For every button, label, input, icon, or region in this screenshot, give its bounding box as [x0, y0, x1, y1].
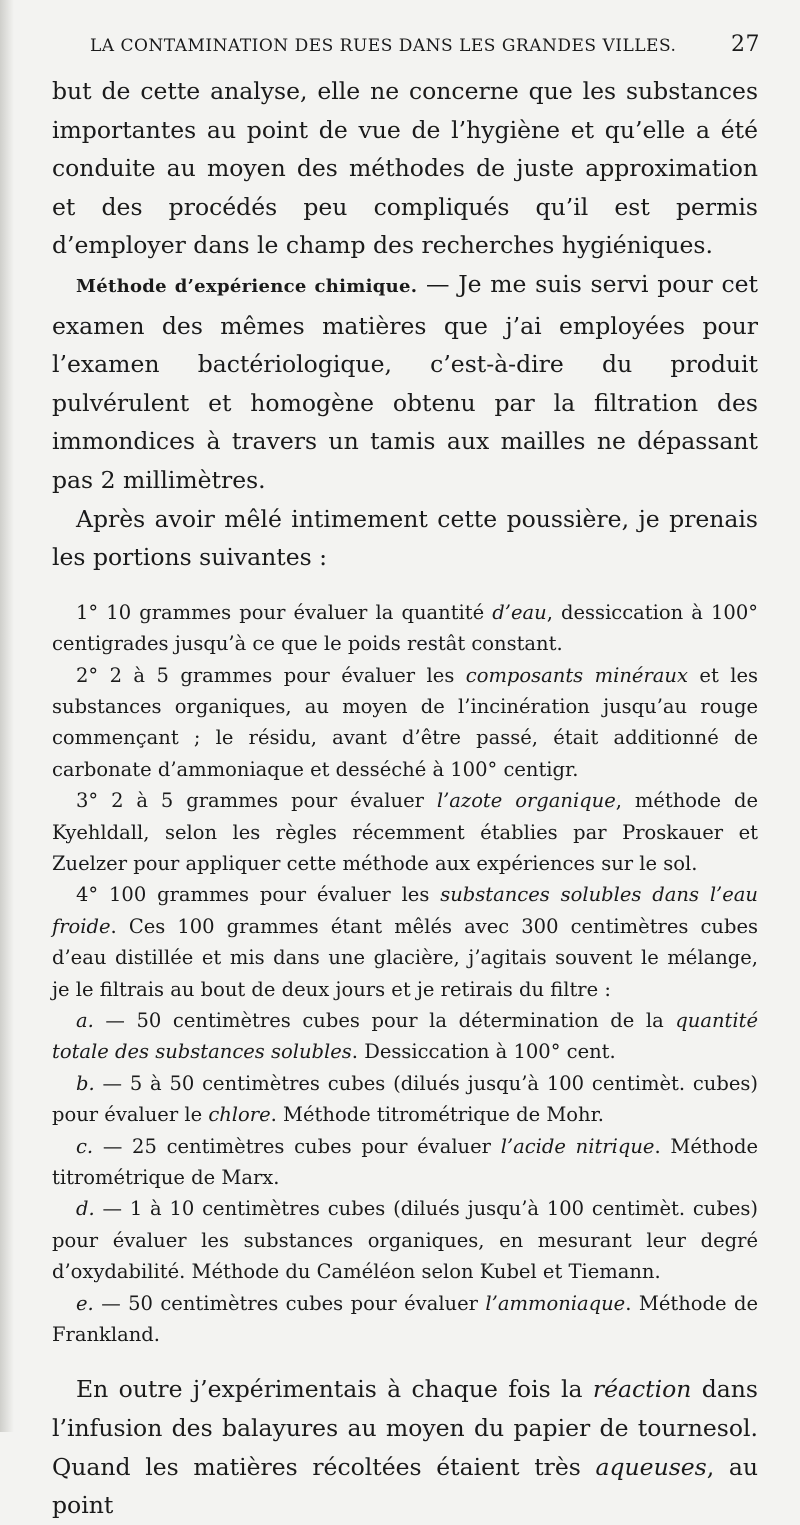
list-item-1: 1° 10 grammes pour évaluer la quantité d’eau, dessiccation à 100° centigrades jusqu’à ce que le poids restât constant. [52, 600, 758, 656]
paragraph-2 [52, 265, 758, 500]
paragraph-2-text: — Je me suis servi pour cet examen des mêmes matières que j’ai employées pour l’examen bactériologique, c’est-à-dire du produit pulvérulent et homogène obtenu par la filtration des immondices à travers un tamis aux mailles ne dépassant pas 2 millimètres. [52, 269, 758, 494]
page-body [52, 72, 758, 1525]
running-header [90, 32, 760, 57]
list-item-4: 4° 100 grammes pour évaluer les substances solubles dans l’eau froide. Ces 100 grammes étant mêlés avec 300 centimètres cubes d’eau distillée et mis dans une glacière, j’agitais souvent le mélange, je le filtrais au bout de deux jours et je retirais du filtre : [52, 883, 758, 1001]
running-title: LA CONTAMINATION DES RUES DANS LES GRANDES VILLES. [90, 36, 677, 56]
sub-item-e: e. — 50 centimètres cubes pour évaluer l’ammoniaque. Méthode de Frankland. [52, 1291, 758, 1347]
sub-item-b: b. — 5 à 50 centimètres cubes (dilués jusqu’à 100 centimèt. cubes) pour évaluer le chlore. Méthode titrométrique de Mohr. [52, 1071, 758, 1127]
paragraph-4: En outre j’expérimentais à chaque fois la réaction dans l’infusion des balayures au moyen du papier de tournesol. Quand les matières récoltées étaient très aqueuses, au point [52, 1375, 758, 1520]
sub-item-c: c. — 25 centimètres cubes pour évaluer l’acide nitrique. Méthode titrométrique de Marx. [52, 1134, 759, 1190]
sub-item-a: a. — 50 centimètres cubes pour la détermination de la quantité totale des substances solubles. Dessiccation à 100° cent. [52, 1009, 758, 1064]
page-edge-shadow [0, 0, 14, 1432]
list-item-3: 3° 2 à 5 grammes pour évaluer l’azote organique, méthode de Kyehldall, selon les règles récemment établies par Proskauer et Zuelzer pour appliquer cette méthode aux expériences sur le sol. [52, 789, 758, 875]
section-heading: Méthode d’expérience chimique. [76, 275, 418, 297]
paragraph-1: but de cette analyse, elle ne concerne que les substances importantes au point de vue de l’hygiène et qu’elle a été conduite au moyen des méthodes de juste approximation et des procédés peu compliqués qu’il est permis d’employer dans le champ des recherches hygiéniques. [52, 77, 758, 260]
sub-item-d: d. — 1 à 10 centimètres cubes (dilués jusqu’à 100 centimèt. cubes) pour évaluer les substances organiques, en mesurant leur degré d’oxydabilité. Méthode du Caméléon selon Kubel et Tiemann. [52, 1197, 758, 1284]
portions-list [52, 597, 758, 1351]
paragraph-3: Après avoir mêlé intimement cette poussière, je prenais les portions suivantes : [52, 504, 758, 572]
list-item-2: 2° 2 à 5 grammes pour évaluer les composants minéraux et les substances organiques, au moyen de l’incinération jusqu’au rouge commençant ; le résidu, avant d’être passé, était additionné de carbonate d’ammoniaque et desséché à 100° centigr. [52, 663, 759, 781]
page-number: 27 [731, 32, 760, 57]
